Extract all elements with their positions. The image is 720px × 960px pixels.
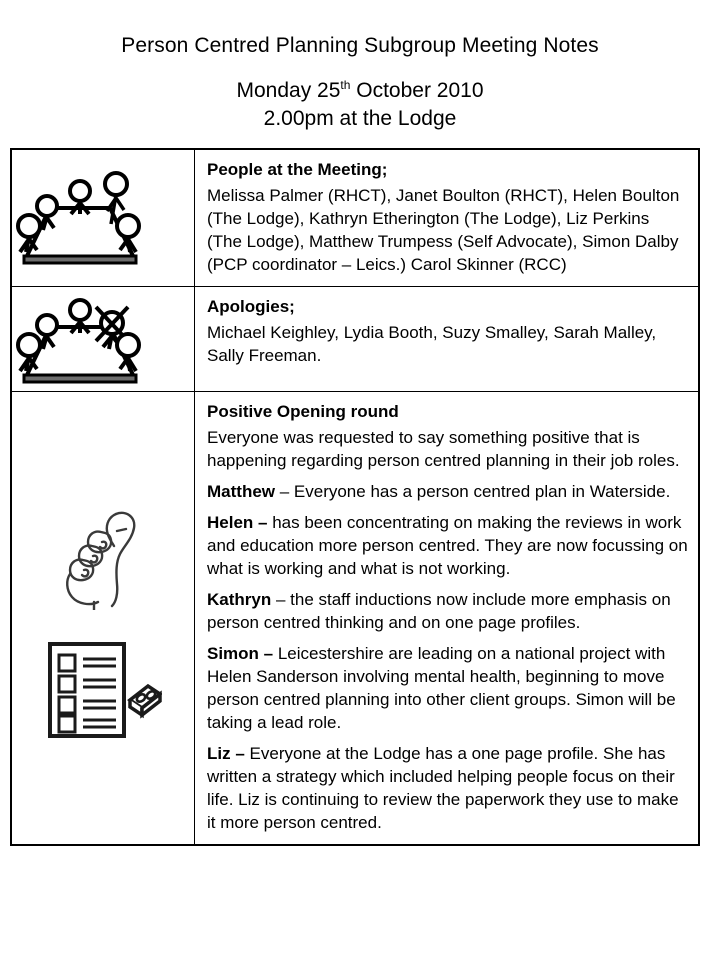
- meeting-date-suffix: October 2010: [350, 79, 484, 102]
- paragraph-lead: Simon –: [207, 644, 274, 663]
- checklist-form-icon: [44, 638, 162, 742]
- table-row: [11, 392, 699, 846]
- paragraph-text: has been concentrating on making the reviews in work and education more person centred. They are now focussing on what is working and what is not working.: [207, 513, 688, 578]
- document-heading: [0, 0, 720, 132]
- paragraph-lead: Helen –: [207, 513, 268, 532]
- paragraph: [207, 510, 688, 580]
- paragraph: [207, 425, 688, 472]
- paragraph-text: Everyone at the Lodge has a one page profile. She has written a strategy which included helping people focus on their life. Liz is continuing to review the paperwork they use to make it more person centred.: [207, 744, 679, 832]
- paragraph-text: Leicestershire are leading on a national project with Helen Sanderson involving mental health, beginning to move person centred planning into other client groups. Simon will be taking a lead role.: [207, 644, 676, 732]
- paragraph-lead: Matthew: [207, 482, 275, 501]
- paragraph-lead: Kathryn: [207, 590, 272, 609]
- paragraph-text: – the staff inductions now include more emphasis on person centred thinking and on one page profiles.: [207, 590, 671, 632]
- paragraph-text: Michael Keighley, Lydia Booth, Suzy Smalley, Sarah Malley, Sally Freeman.: [207, 323, 657, 365]
- meeting-date-prefix: Monday 25: [236, 79, 341, 102]
- meeting-notes-table: [10, 148, 700, 846]
- icon-cell-apologies: [11, 287, 195, 392]
- icon-cell-people: [11, 149, 195, 287]
- page-title: Person Centred Planning Subgroup Meeting Notes: [121, 34, 599, 57]
- meeting-date-ordinal: th: [340, 78, 351, 92]
- paragraph: [207, 479, 688, 503]
- paragraph-text: Everyone was requested to say something positive that is happening regarding person centred planning in their job roles.: [207, 428, 680, 470]
- meeting-time-location: 2.00pm at the Lodge: [263, 107, 457, 130]
- body-cell-people: [195, 149, 700, 287]
- hand-counting-icon: [54, 498, 152, 610]
- section-heading: Positive Opening round: [207, 402, 399, 421]
- icon-cell-positive: [11, 392, 195, 846]
- table-row: [11, 149, 699, 287]
- paragraph-lead: Liz –: [207, 744, 245, 763]
- paragraph-text: Melissa Palmer (RHCT), Janet Boulton (RHCT), Helen Boulton (The Lodge), Kathryn Etherington (The Lodge), Liz Perkins (The Lodge), Matthew Trumpess (Self Advocate), Simon Dalby (PCP coordinator – Leics.) Carol Skinner (RCC): [207, 186, 680, 274]
- body-cell-apologies: [195, 287, 700, 392]
- paragraph: [207, 587, 688, 634]
- meeting-table-people-icon: [12, 162, 194, 274]
- section-heading: Apologies;: [207, 297, 295, 316]
- paragraph-text: – Everyone has a person centred plan in Waterside.: [275, 482, 671, 501]
- paragraph: [207, 741, 688, 834]
- paragraph: [207, 320, 688, 367]
- icon-stack: [12, 484, 194, 752]
- section-heading: People at the Meeting;: [207, 160, 388, 179]
- body-cell-positive: [195, 392, 700, 846]
- meeting-table-absent-icon: [12, 287, 194, 391]
- table-row: [11, 287, 699, 392]
- paragraph: [207, 641, 688, 734]
- paragraph: [207, 183, 688, 276]
- meeting-date: [0, 78, 720, 104]
